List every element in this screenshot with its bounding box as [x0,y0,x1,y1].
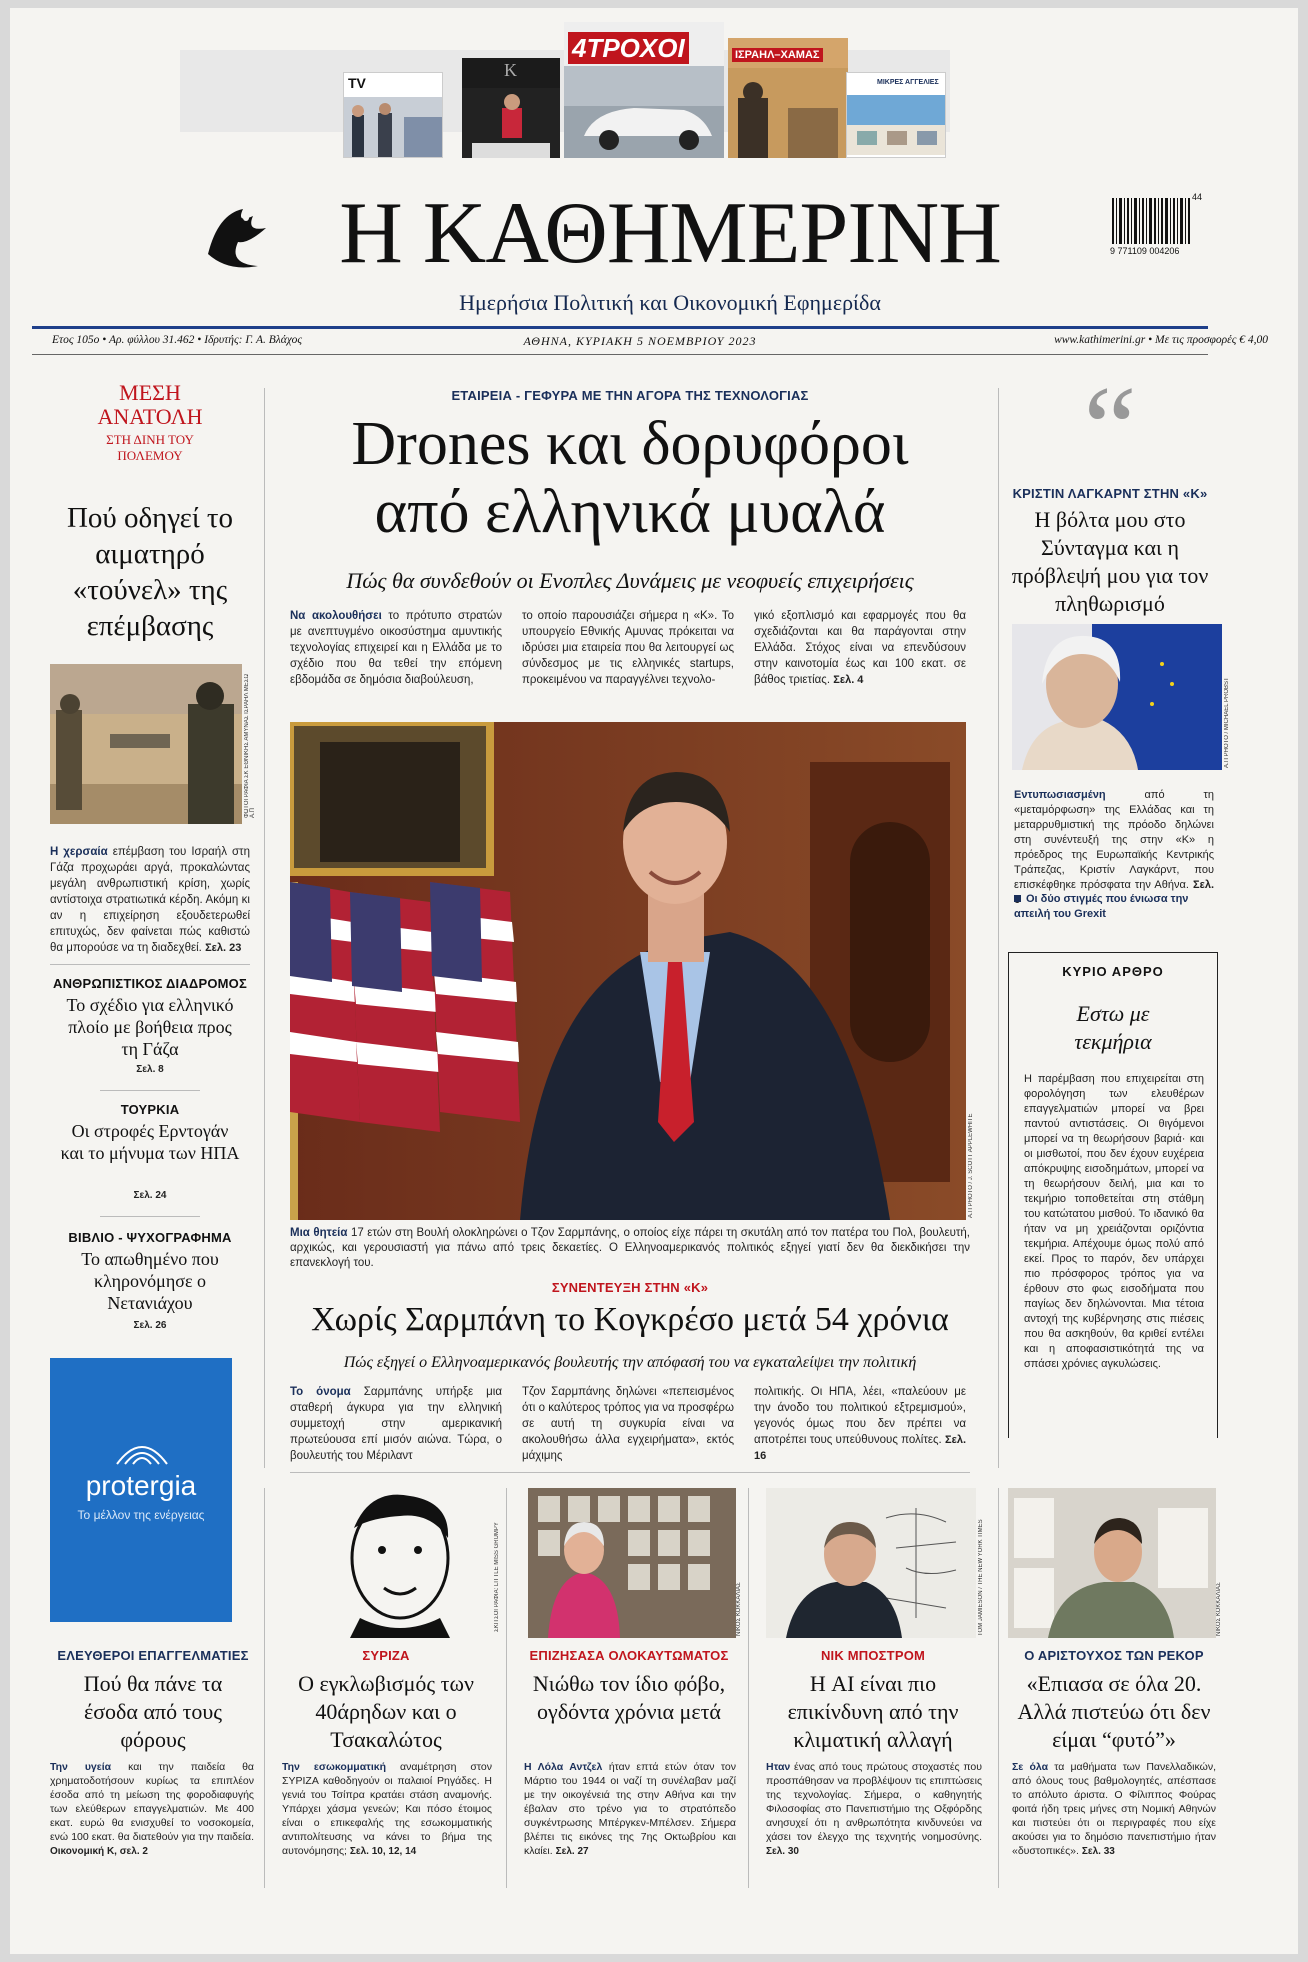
bottom-rule [290,1472,970,1473]
lola-photo-credit: ΝΙΚΟΣ ΚΟΚΚΑΛΙΑΣ [736,1582,742,1636]
protergia-brand: protergia [85,1470,197,1501]
center-col1 [290,608,502,688]
bottom-1-text: και την παιδεία θα χρηματοδοτήσουν κυρίως τα επιπλέον έσοδα από τη μείωση της φοροδιαφυγής των ελεύθερων επαγγελματιών. Με 400 εκατ. ευρώ θα ενισχυθεί το νοσοκομεία, ενώ 100 εκατ. θα διατεθούν για την παιδεία. [50,1761,254,1843]
right-headline[interactable]: Η βόλτα μου στο Σύνταγμα και η πρόβλεψή μου για τον πληθωρισμό [1011,507,1209,616]
left-divider-1 [50,964,250,965]
promo-k-label: K [504,60,517,80]
bottom-2-lead: Την εσωκομματική [282,1761,387,1773]
bottom-2-kicker: ΣΥΡΙΖΑ [362,1648,410,1663]
fouras-photo-credit: ΝΙΚΟΣ ΚΟΚΚΑΛΙΑΣ [1216,1582,1222,1636]
left-divider-2 [100,1090,200,1091]
bottom-3-body [524,1760,736,1859]
bottom-1-sel: Οικονομική Κ, σελ. 2 [50,1846,148,1857]
bottom-1-body [50,1760,254,1859]
bottom-1-title[interactable]: Πού θα πάνε τα έσοδα από τους φόρους [83,1671,223,1752]
interview-col3 [754,1384,966,1464]
left-photo [50,664,242,824]
dateline-left: Ετος 105ο • Αρ. φύλλου 31.462 • Ιδρυτής: Γ. Α. Βλάχος [52,334,303,346]
promo-mikres[interactable] [846,72,946,158]
center-photo-credit: Α.Π PHOTO / J. SCOTT APPLEWHITE [968,1113,974,1218]
promo-k-photo [462,88,560,158]
bottom-5-title[interactable]: «Επιασα σε όλα 20. Αλλά πιστεύω ότι δεν είμαι “φυτό”» [1017,1671,1211,1752]
left-divider-3 [100,1216,200,1217]
bottom-2-body [282,1760,492,1859]
bottom-1-kicker: ΕΛΕΥΘΕΡΟΙ ΕΠΑΓΓΕΛΜΑΤΙΕΣ [57,1648,249,1663]
bottom-3-text: ήταν επτά ετών όταν τον Μάρτιο του 1944 οι ναζί τη συνέλαβαν μαζί με την οικογένειά της στην Αθήνα και την έβαλαν στο τρένο για το στρατόπεδο συγκέντρωσης Μπέργκεν-Μπέλσεν. Σήμερα βλέπει τις εικόνες της 7ης Οκτωβρίου και κλαίει. [524,1761,736,1857]
right-lead: Εντυπωσιασμένη [1014,789,1106,801]
promo-trochoi-label: 4ΤΡΟΧΟΙ [568,32,689,64]
right-bullet[interactable] [1014,892,1214,922]
promo-k[interactable] [462,58,560,158]
right-text: από τη «μεταμόρφωση» της Ελλάδας και τη μεταρρυθμιστική της πρόοδο δηλώνει στη συνέντευξή της στην «Κ» η πρόεδρος της Ευρωπαϊκής Κεντρικής Τράπεζας, Κριστίν Λαγκάρντ, που επισκέφθηκε πρόσφατα την Αθήνα. [1014,789,1214,891]
left-item-1-title[interactable]: Το σχέδιο για ελληνικό πλοίο με βοήθεια προς τη Γάζα [66,995,234,1059]
left-photo-credit: ΦΩΤΟΓΡΑΦΙΑ ΣΚ ΕΘΝΙΚΗΣ ΑΜΥΝΑΣ ΙΣΡΑΗΛ ΜΕΣΩ Α.Π [244,674,256,818]
bottom-5-text: τα μαθήματα των Πανελλαδικών, από όλους τους βαθμολογητές, απέσπασε το απόλυτο άριστα. Ο Φίλιππος Φούρας φοιτά ήδη τρεις μήνες στη Νομική Αθηνών και πιστεύει ότι οι περιγραφές που είχε ακούσει για το δημόσιο πανεπιστήμιο ήταν «δυστοπικές». [1012,1761,1216,1857]
bottom-4-body [766,1760,982,1859]
bottom-5-sel: Σελ. 33 [1081,1846,1115,1857]
bottom-5-body [1012,1760,1216,1859]
interview-sel: Σελ. 16 [754,1434,966,1462]
syriza-sketch [300,1488,480,1638]
masthead-subtitle: Ημερήσια Πολιτική και Οικονομική Εφημερίδα [459,290,881,315]
front-page [10,8,1298,1954]
barcode-number: 9 771109 004206 [1110,246,1180,256]
promo-israel-label: ΙΣΡΑΗΛ–ΧΑΜΑΣ [732,48,823,62]
bottom-5-kicker: Ο ΑΡΙΣΤΟΥΧΟΣ ΤΩΝ ΡΕΚΟΡ [1024,1648,1204,1663]
bottom-3-lead: Η Λόλα Αντζελ [524,1761,603,1773]
center-headline-2[interactable]: από ελληνικά μυαλά [374,478,886,546]
promo-tv[interactable] [343,72,443,158]
bostrom-photo [766,1488,976,1638]
bottom-4-kicker: ΝΙΚ ΜΠΟΣΤΡΟΜ [820,1648,926,1663]
promo-tv-label: TV [348,75,366,91]
lagarde-photo [1012,624,1222,770]
right-col-rule [998,388,999,1468]
bottom-col-rule-4 [998,1488,999,1888]
interview-lead: Το όνομα [290,1386,351,1398]
center-col3 [754,608,966,688]
dateline-rule [32,354,1208,355]
lola-photo [528,1488,736,1638]
promo-mikres-photo [847,95,946,155]
caption-lead: Μια θητεία [290,1227,348,1239]
center-deck: Πώς θα συνδεθούν οι Ενοπλες Δυνάμεις με νεοφυείς επιχειρήσεις [346,568,914,593]
left-sel: Σελ. 23 [205,942,242,954]
dateline-center: ΑΘΗΝΑ, ΚΥΡΙΑΚΗ 5 ΝΟΕΜΒΡΙΟΥ 2023 [523,334,757,348]
interview-deck: Πώς εξηγεί ο Ελληνοαμερικανός βουλευτής την απόφασή του να εγκαταλείψει την πολιτική [343,1354,917,1371]
syriza-sketch-credit: ΣΚΙΤΣΟΓΡΑΦΙΑ: LITTLE MISS GRUMPY [494,1522,500,1632]
bottom-4-text: ένας από τους πρώτους στοχαστές που προσπάθησαν να προβλέψουν τις επιπτώσεις της τεχνολογίας. Σήμερα, ο καθηγητής Φιλοσοφίας στο Πανεπιστήμιο της Οξφόρδης ανησυχεί ότι η ανθρωπότητα κινδυνεύει να χάσει τον έλεγχο της τεχνητής νοημοσύνης. [766,1761,982,1843]
center-headline-1[interactable]: Drones και δορυφόροι [351,410,909,478]
promo-israel-photo [728,68,848,158]
editorial-text: Η παρέμβαση που επιχειρείται στη φορολόγηση των ελευθέρων επαγγελματιών μπορεί να βρει παντού αντιστάσεις. Οι θιγόμενοι μπορεί να τη θεωρήσουν βαριά· και οι μισθωτοί, που δεν έχουν ευχέρεια απόκρυψης εισοδημάτων, μπορεί να τη θεωρήσουν δειλή, μια και το τεκμήριο τοποθετείται στη στάθμη του κατώτατου μισθού. Το ιδανικό θα ήταν να μη χρειάζονται οριζόντια τεκμήρια. Απέχουμε όμως πολύ από εκεί. Προς το παρόν, δεν υπάρχει πιο πρόσφορος τρόπος για να έρθουν στο φως εισοδήματα που παγίως δεν δηλώνονται. Μια τέτοια αντοχή της κυβέρνησης στις πιέσεις που θα ασκηθούν, θα κριθεί εντέλει και η αποφασιστικότητά της να σπάσει χρόνιες αγκυλώσεις. [1024,1073,1204,1370]
left-item-3-sel: Σελ. 26 [133,1320,167,1331]
center-caption [290,1226,970,1271]
interview-kicker: ΣΥΝΕΝΤΕΥΞΗ ΣΤΗΝ «Κ» [551,1280,709,1295]
interview-col3-text: πολιτικής. Οι ΗΠΑ, λέει, «παλεύουν με την άνοδο του πολιτικού εξτρεμισμού», γεγονός όμως που δεν πρέπει να αποτρέπει τους υπεύθυνους πολίτες. [754,1386,966,1446]
center-col1-text: το πρότυπο στρατών με ανεπτυγμένο οικοσύστημα αμυντικής τεχνολογίας επιχειρεί και η Ελλάδα με το σχέδιο που θα τεθεί την επόμενη εβδομάδα σε δημόσια διαβούλευση, [290,610,502,686]
bottom-2-sel: Σελ. 10, 12, 14 [349,1846,417,1857]
left-lead: Η χερσαία [50,846,108,858]
center-sel: Σελ. 4 [833,674,864,686]
left-item-2-kicker: ΤΟΥΡΚΙΑ [120,1102,180,1117]
bottom-col-rule-1 [264,1488,265,1888]
promo-tv-photo [344,97,443,157]
center-kicker: ΕΤΑΙΡΕΙΑ - ΓΕΦΥΡΑ ΜΕ ΤΗΝ ΑΓΟΡΑ ΤΗΣ ΤΕΧΝΟΛΟΓΙΑΣ [451,388,809,403]
editorial-title[interactable]: Εστω με τεκμήρια [1074,1001,1152,1054]
left-item-3-kicker: ΒΙΒΛΙΟ - ΨΥΧΟΓΡΑΦΗΜΑ [68,1230,232,1245]
bottom-2-title[interactable]: Ο εγκλωβισμός των 40άρηδων και ο Τσακαλώτος [298,1671,474,1752]
promo-car-photo [564,66,724,158]
bottom-4-title[interactable]: Η AI είναι πιο επικίνδυνη από την κλιματική αλλαγή [787,1671,959,1752]
center-col2: το οποίο παρουσιάζει σήμερα η «Κ». Το υπουργείο Εθνικής Αμυνας πρόκειται να ιδρύσει μια εταιρεία που θα λειτουργεί ως σύνδεσμος με τις ελληνικές startups, προκειμένου να παραγγέλνει τεχνολο- [522,610,734,686]
left-text: επέμβαση του Ισραήλ στη Γάζα προχωράει αργά, προκαλώντας μεγάλη ανθρωπιστική κρίση, χωρίς αντίστοιχα στρατιωτικά κέρδη. Ακόμη κι αν η επιχείρηση εξουδετερωθεί επιτυχώς, δεν φαίνεται πώς καθιστώ θα μπορούσε να τη διαδεχθεί. [50,846,250,954]
protergia-tagline: Το μέλλον της ενέργειας [77,1508,205,1522]
promo-mikres-label: ΜΙΚΡΕΣ ΑΓΓΕΛΙΕΣ [877,79,939,86]
section-line1: ΜΕΣΗ [119,380,181,405]
promo-israel[interactable] [728,38,848,158]
left-item-2-title[interactable]: Οι στροφές Ερντογάν και το μήνυμα των ΗΠΑ [60,1121,240,1163]
interview-headline[interactable]: Χωρίς Σαρμπάνη το Κογκρέσο μετά 54 χρόνια [311,1301,949,1338]
protergia-ad[interactable] [50,1358,232,1622]
left-item-1-sel: Σελ. 8 [136,1064,164,1075]
bottom-3-sel: Σελ. 27 [555,1846,589,1857]
griffin-logo [198,194,278,274]
right-sel: Σελ. [1193,879,1214,891]
bostrom-photo-credit: TOM JAMIESON / THE NEW YORK TIMES [978,1519,984,1636]
caption-text: 17 ετών στη Βουλή ολοκληρώνει ο Τζον Σαρμπάνης, ο οποίος είχε πάρει τη σκυτάλη από τον πατέρα του Πολ, βουλευτή, αρχικώς, και γερουσιαστή για πάνω από τρεις δεκαετίες. Ο Ελληνοαμερικανός πολιτικός εξηγεί γιατί δεν θα διεκδικήσει την επανεκλογή του. [290,1227,970,1269]
center-photo [290,722,966,1220]
interview-col1-text: Σαρμπάνης υπήρξε μια σταθερή άγκυρα για την ελληνική συμμετοχή στην αμερικανική πρωτεύουσα επί μισόν αιώνα. Τώρα, ο βουλευτής του Μέριλαντ [290,1386,502,1462]
interview-col1 [290,1384,502,1464]
quote-mark: “ [1083,361,1137,494]
fouras-photo [1008,1488,1216,1638]
editorial-kicker: ΚΥΡΙΟ ΑΡΘΡΟ [1062,964,1164,979]
bottom-3-kicker: ΕΠΙΖΗΣΑΣΑ ΟΛΟΚΑΥΤΩΜΑΤΟΣ [529,1648,729,1663]
dateline-right: www.kathimerini.gr • Με τις προσφορές € 4,00 [1054,334,1268,346]
protergia-logo-icon [112,1438,172,1468]
bottom-1-lead: Την υγεία [50,1761,112,1773]
section-line2: ΑΝΑΤΟΛΗ [97,404,203,429]
lagarde-photo-credit: Α.Π PHOTO / MICHAEL PROBST [1224,677,1230,768]
left-item-3-title[interactable]: Το απωθημένο που κληρονόμησε ο Νετανιάχου [81,1249,219,1313]
right-bullet-text: Οι δύο στιγμές που ένιωσα την απειλή του Grexit [1014,893,1189,920]
barcode-issue: 44 [1192,192,1203,202]
promo-trochoi[interactable] [564,22,724,158]
left-col-rule [264,388,265,1468]
left-headline: Πού οδηγεί το αιματηρό «τούνελ» της επέμβασης [66,502,234,642]
right-body [1014,788,1214,908]
bottom-4-sel: Σελ. 30 [766,1846,799,1857]
bottom-4-lead: Ηταν [766,1761,791,1773]
center-col3-text: γικό εξοπλισμό και εφαρμογές που θα σχεδιάζονται και θα παράγονται στην Ελλάδα. Στόχος είναι να επενδύσουν στην καινοτομία έως και 100 εκατ. σε βάθος τριετίας. [754,610,966,686]
masthead-rule [32,326,1208,329]
left-item-1-kicker: ΑΝΘΡΩΠΙΣΤΙΚΟΣ ΔΙΑΔΡΟΜΟΣ [53,976,247,991]
bottom-col-rule-2 [506,1488,507,1888]
left-body [50,844,250,956]
bottom-3-title[interactable]: Νιώθω τον ίδιο φόβο, ογδόντα χρόνια μετά [532,1671,726,1724]
bottom-5-lead: Σε όλα [1012,1761,1049,1773]
right-kicker: ΚΡΙΣΤΙΝ ΛΑΓΚΑΡΝΤ ΣΤΗΝ «Κ» [1012,486,1208,501]
section-sub: ΣΤΗ ΔΙΝΗ ΤΟΥ ΠΟΛΕΜΟΥ [106,432,194,463]
interview-col2: Τζον Σαρμπάνης δηλώνει «πεπεισμένος ότι ο καλύτερος τρόπος για να προσφέρω σε αυτή τη συγκυρία είναι να ακολουθήσω άλλα εγχειρήματα», εκτός μάχιμης [522,1386,734,1462]
bottom-col-rule-3 [748,1488,749,1888]
center-lead: Να ακολουθήσει [290,610,382,622]
left-item-2-sel: Σελ. 24 [133,1190,167,1201]
bottom-2-text: αναμέτρηση στον ΣΥΡΙΖΑ καθοδηγούν οι παλαιοί Ρηγάδες. Η γενιά του Τσίπρα κρατάει στάση αναμονής. Υπάρχει χάσμα γενεών; Και πόσο έτοιμος είναι ο επικεφαλής της εσωκομματικής αντιπολίτευσης να κάνει το βήμα της αυτονόμησης; [282,1761,493,1857]
masthead-title: Η ΚΑΘΗΜΕΡΙΝΗ [339,185,1001,282]
